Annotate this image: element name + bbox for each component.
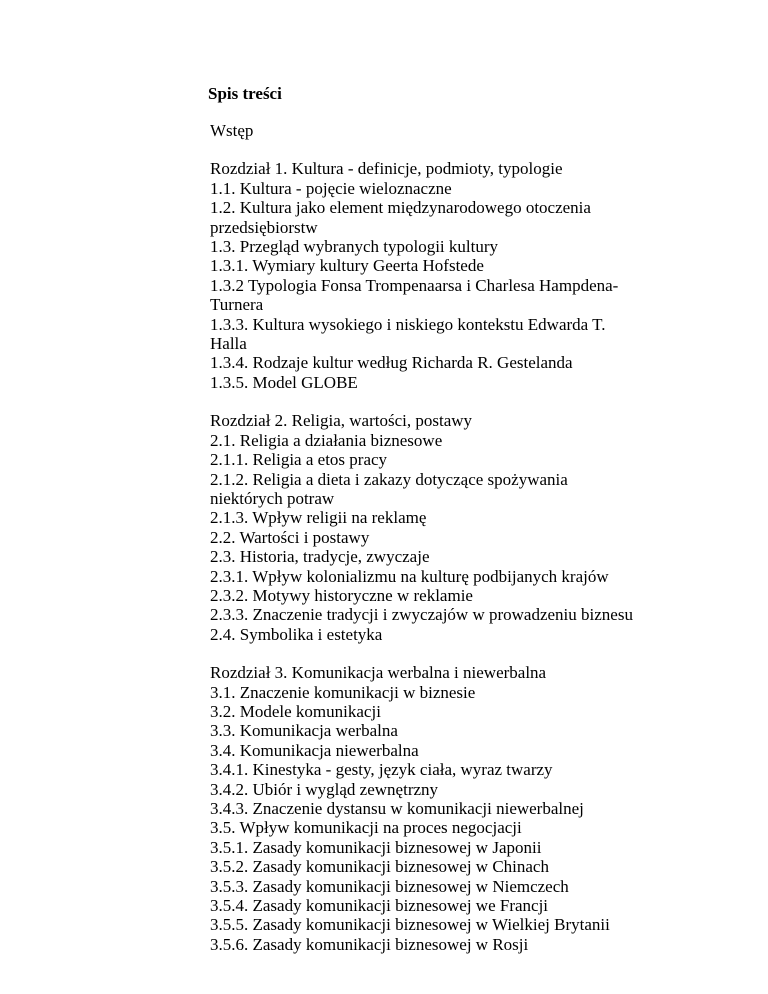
toc-chapter-1 — [210, 159, 750, 392]
toc-entry: 2.3.1. Wpływ kolonializmu na kulturę podbijanych krajów — [210, 566, 609, 586]
toc-entry: 3.5. Wpływ komunikacji na proces negocjacji — [210, 818, 522, 838]
toc-entry: Turnera — [210, 295, 264, 315]
toc-entry: 3.5.1. Zasady komunikacji biznesowej w Japonii — [210, 837, 542, 857]
toc-entry: 1.3. Przegląd wybranych typologii kultury — [210, 237, 499, 257]
toc-chapter-heading: Rozdział 2. Religia, wartości, postawy — [210, 411, 473, 431]
toc-entry: 2.4. Symbolika i estetyka — [210, 624, 383, 644]
toc-entry: 2.3.2. Motywy historyczne w reklamie — [210, 585, 473, 605]
toc-entry: 2.2. Wartości i postawy — [210, 527, 370, 547]
toc-entry: 2.1.1. Religia a etos pracy — [210, 450, 388, 470]
toc-entry: 3.5.4. Zasady komunikacji biznesowej we Francji — [210, 896, 549, 916]
toc-entry: Halla — [210, 334, 247, 354]
toc-entry: niektórych potraw — [210, 488, 335, 508]
toc-title: Spis treści — [208, 84, 282, 103]
toc-entry: 3.5.3. Zasady komunikacji biznesowej w Niemczech — [210, 876, 569, 896]
toc-entry: 1.3.2 Typologia Fonsa Trompenaarsa i Charlesa Hampdena- — [210, 275, 619, 295]
toc-entry: 3.4.3. Znaczenie dystansu w komunikacji niewerbalnej — [210, 799, 584, 818]
toc-entry: 1.3.3. Kultura wysokiego i niskiego kontekstu Edwarda T. — [210, 314, 606, 334]
toc-entry: 2.1.2. Religia a dieta i zakazy dotyczące spożywania — [210, 469, 568, 489]
toc-entry: 2.1.3. Wpływ religii na reklamę — [210, 508, 427, 528]
toc-entry: 2.3.3. Znaczenie tradycji i zwyczajów w prowadzeniu biznesu — [210, 605, 633, 625]
toc-entry: 3.5.2. Zasady komunikacji biznesowej w Chinach — [210, 857, 549, 877]
toc-entry: 3.3. Komunikacja werbalna — [210, 721, 398, 741]
toc-chapter-heading: Rozdział 3. Komunikacja werbalna i niewerbalna — [210, 663, 547, 683]
toc-entry: 3.5.6. Zasady komunikacji biznesowej w Rosji — [210, 934, 529, 954]
toc-entry: 1.1. Kultura - pojęcie wieloznaczne — [210, 178, 452, 198]
toc-chapter-heading: Rozdział 1. Kultura - definicje, podmioty, typologie — [210, 159, 563, 179]
toc-entry: 3.4.1. Kinestyka - gesty, język ciała, wyraz twarzy — [210, 760, 553, 780]
toc-entry: 2.3. Historia, tradycje, zwyczaje — [210, 547, 430, 567]
toc-intro: Wstęp — [210, 121, 254, 140]
toc-entry: 1.3.5. Model GLOBE — [210, 372, 358, 392]
toc-entry: 1.3.1. Wymiary kultury Geerta Hofstede — [210, 256, 484, 276]
toc-entry: 1.2. Kultura jako element międzynarodowego otoczenia — [210, 198, 591, 218]
toc-chapters — [210, 159, 750, 954]
toc-entry: 1.3.4. Rodzaje kultur według Richarda R. Gestelanda — [210, 353, 573, 373]
toc-entry: przedsiębiorstw — [210, 217, 318, 237]
toc-entry: 3.1. Znaczenie komunikacji w biznesie — [210, 682, 476, 702]
toc-entry: 3.2. Modele komunikacji — [210, 701, 381, 721]
toc-entry: 3.4. Komunikacja niewerbalna — [210, 740, 419, 760]
toc-chapter-2 — [210, 411, 750, 644]
toc-entry: 2.1. Religia a działania biznesowe — [210, 430, 443, 450]
toc-chapter-3 — [210, 663, 750, 954]
toc-entry: 3.4.2. Ubiór i wygląd zewnętrzny — [210, 779, 439, 799]
toc-entry: 3.5.5. Zasady komunikacji biznesowej w Wielkiej Brytanii — [210, 915, 610, 935]
table-of-contents — [210, 84, 750, 954]
